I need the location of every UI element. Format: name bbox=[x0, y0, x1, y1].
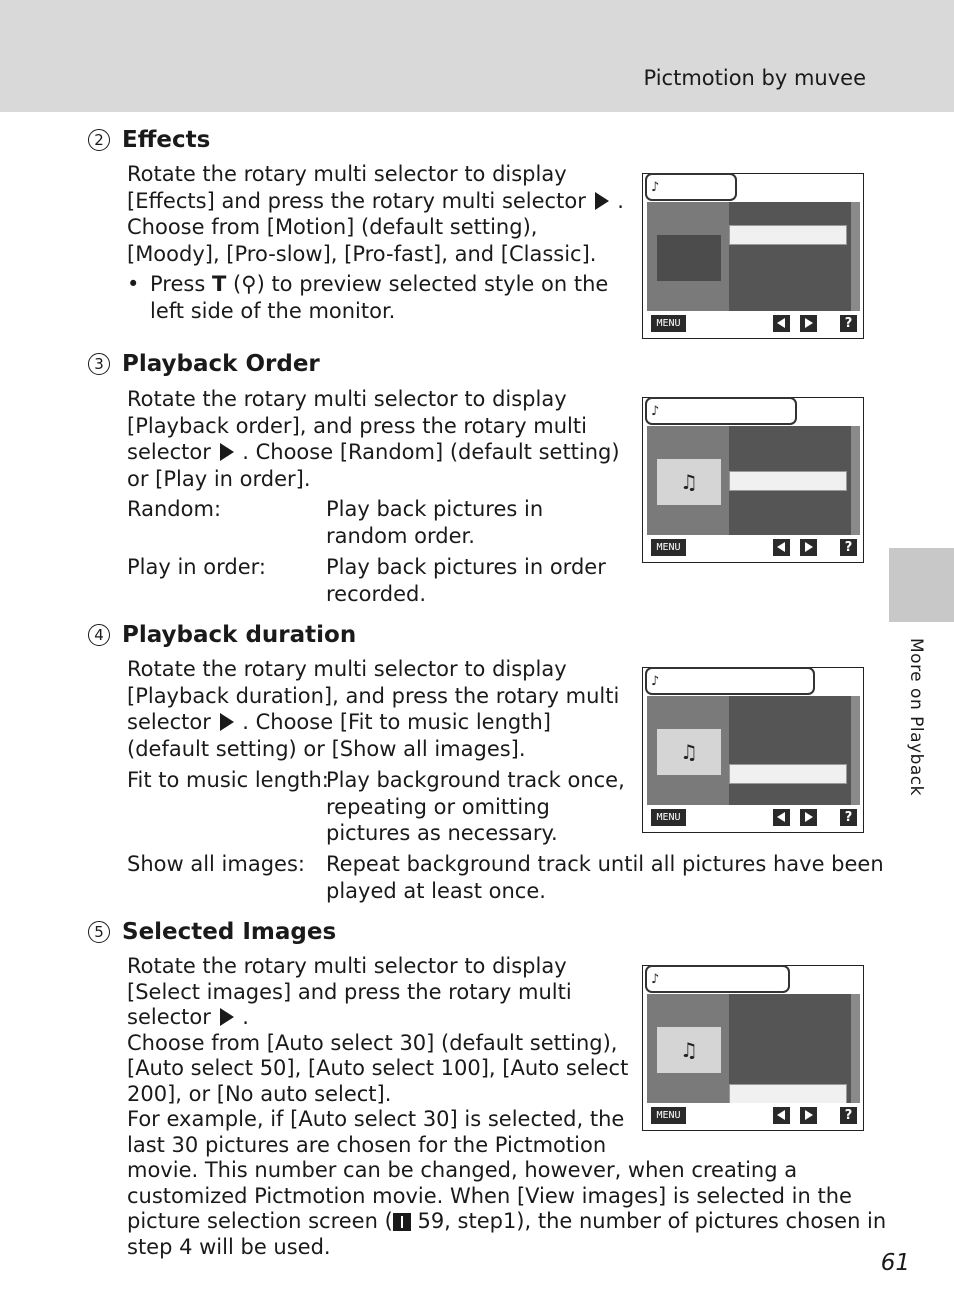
text-line: random order. bbox=[326, 523, 475, 548]
right-arrow-icon bbox=[800, 315, 817, 332]
text-line: [Select images] and press the rotary multi bbox=[127, 979, 572, 1004]
right-arrow-icon bbox=[800, 1107, 817, 1124]
text-span: . bbox=[617, 188, 624, 213]
text-line: (default setting) or [Show all images]. bbox=[127, 736, 526, 761]
music-film-icon: ♫ bbox=[657, 1027, 721, 1073]
t-button-icon: T bbox=[211, 272, 227, 296]
step-number: 5 bbox=[88, 921, 110, 943]
step-2-heading bbox=[88, 127, 210, 153]
selected-option-bar bbox=[729, 471, 847, 491]
text-line: pictures as necessary. bbox=[326, 821, 558, 845]
definition-desc bbox=[326, 496, 543, 549]
text-line: last 30 pictures are chosen for the Pictmotion bbox=[127, 1132, 607, 1157]
left-arrow-icon bbox=[773, 315, 790, 332]
text-line: [Auto select 50], [Auto select 100], [Auto select bbox=[127, 1056, 629, 1080]
screen-footer bbox=[643, 805, 863, 832]
text-span: picture selection screen ( bbox=[127, 1209, 393, 1233]
step-number: 4 bbox=[88, 624, 110, 646]
text-line: Rotate the rotary multi selector to display bbox=[127, 162, 567, 186]
side-tab-label: More on Playback bbox=[906, 638, 926, 796]
screen-footer bbox=[643, 535, 863, 562]
text-line bbox=[127, 439, 620, 466]
right-arrow-icon bbox=[220, 713, 234, 731]
option-list bbox=[729, 696, 851, 806]
text-line bbox=[127, 709, 619, 736]
bullet-text bbox=[150, 271, 608, 324]
menu-icon: MENU bbox=[651, 539, 686, 556]
text-span: . Choose [Fit to music length] bbox=[242, 710, 551, 734]
step-3-heading bbox=[88, 351, 320, 377]
text-line: Play back pictures in order bbox=[326, 555, 606, 579]
text-line: [Playback order], and press the rotary multi bbox=[127, 413, 587, 438]
page-number: 61 bbox=[880, 1250, 910, 1276]
definition-term: Show all images: bbox=[127, 852, 305, 876]
text-line: Choose from [Auto select 30] (default setting), bbox=[127, 1030, 618, 1055]
step-title: Effects bbox=[122, 127, 211, 153]
step-title: Playback duration bbox=[122, 622, 357, 648]
step-5-heading bbox=[88, 919, 336, 945]
step-title: Playback Order bbox=[122, 351, 320, 377]
text-line: movie. This number can be changed, however, when creating a bbox=[127, 1158, 798, 1182]
screen-tab bbox=[645, 667, 815, 695]
text-line: repeating or omitting bbox=[326, 794, 550, 819]
zoom-in-icon: ⚲ bbox=[241, 272, 257, 296]
right-arrow-icon bbox=[800, 809, 817, 826]
text-line: 200], or [No auto select]. bbox=[127, 1081, 392, 1106]
camera-screen-selected-images bbox=[642, 965, 864, 1131]
screen-body bbox=[647, 696, 851, 806]
definition-term: Fit to music length: bbox=[127, 768, 329, 792]
screen-tab bbox=[645, 965, 790, 993]
preview-thumbnail bbox=[657, 235, 721, 281]
text-line: customized Pictmotion movie. When [View images] is selected in the bbox=[127, 1183, 852, 1208]
text-span: Press bbox=[150, 272, 206, 296]
text-line: or [Play in order]. bbox=[127, 466, 311, 491]
step-3-text bbox=[127, 386, 620, 492]
selected-option-bar bbox=[729, 764, 847, 784]
text-span: 59, step1), the number of pictures chosen in bbox=[417, 1209, 887, 1233]
text-span: selector bbox=[127, 1005, 211, 1029]
option-list bbox=[729, 202, 851, 312]
menu-icon: MENU bbox=[651, 1107, 686, 1124]
page-reference-icon bbox=[393, 1213, 411, 1231]
text-line: Repeat background track until all pictures have been bbox=[326, 852, 884, 876]
screen-footer bbox=[643, 1103, 863, 1130]
text-line bbox=[127, 1209, 886, 1235]
text-line: Rotate the rotary multi selector to display bbox=[127, 954, 567, 978]
step-4-heading bbox=[88, 622, 356, 648]
help-icon: ? bbox=[840, 809, 857, 826]
screen-tab bbox=[645, 397, 797, 425]
step-2-bullet bbox=[127, 271, 608, 324]
text-line: step 4 will be used. bbox=[127, 1234, 331, 1259]
text-span: left side of the monitor. bbox=[150, 298, 396, 323]
text-line: Play back pictures in bbox=[326, 497, 544, 521]
text-span: [Effects] and press the rotary multi selector bbox=[127, 188, 586, 213]
side-tab bbox=[889, 548, 954, 622]
scrollbar bbox=[851, 696, 860, 806]
menu-icon: MENU bbox=[651, 809, 686, 826]
music-note-icon: ♪ bbox=[651, 404, 660, 419]
help-icon: ? bbox=[840, 539, 857, 556]
text-line: Choose from [Motion] (default setting), bbox=[127, 215, 538, 239]
text-span: selector bbox=[127, 710, 211, 734]
right-arrow-icon bbox=[220, 1008, 234, 1026]
definition-term: Play in order: bbox=[127, 555, 266, 579]
left-arrow-icon bbox=[773, 809, 790, 826]
camera-screen-effects bbox=[642, 173, 864, 339]
step-2-text bbox=[127, 161, 624, 267]
step-title: Selected Images bbox=[122, 919, 337, 945]
text-line: [Playback duration], and press the rotary multi bbox=[127, 683, 620, 708]
definition-term: Random: bbox=[127, 497, 222, 521]
music-note-icon: ♪ bbox=[651, 180, 660, 195]
music-note-icon: ♪ bbox=[651, 674, 660, 689]
text-span: ( bbox=[232, 272, 242, 296]
selected-option-bar bbox=[729, 1084, 847, 1104]
music-note-icon: ♪ bbox=[651, 972, 660, 987]
text-span: . Choose [Random] (default setting) bbox=[242, 440, 620, 464]
scrollbar bbox=[851, 994, 860, 1104]
music-film-icon: ♫ bbox=[657, 459, 721, 505]
text-span: ) to preview selected style on the bbox=[256, 272, 609, 296]
scrollbar bbox=[851, 426, 860, 536]
text-line: For example, if [Auto select 30] is selected, the bbox=[127, 1107, 625, 1131]
right-arrow-icon bbox=[800, 539, 817, 556]
definition-desc bbox=[326, 554, 606, 607]
step-4-text bbox=[127, 656, 619, 762]
selected-option-bar bbox=[729, 225, 847, 245]
right-arrow-icon bbox=[220, 443, 234, 461]
text-line: Rotate the rotary multi selector to display bbox=[127, 657, 567, 681]
definition-desc bbox=[326, 851, 884, 904]
text-line bbox=[127, 188, 624, 215]
text-line: Play background track once, bbox=[326, 768, 625, 792]
help-icon: ? bbox=[840, 315, 857, 332]
section-title: Pictmotion by muvee bbox=[643, 66, 866, 90]
step-number: 2 bbox=[88, 129, 110, 151]
definition-desc bbox=[326, 767, 625, 847]
camera-screen-playback-order bbox=[642, 397, 864, 563]
text-line: Rotate the rotary multi selector to display bbox=[127, 387, 567, 411]
left-arrow-icon bbox=[773, 539, 790, 556]
bullet-dot: • bbox=[127, 272, 140, 296]
right-arrow-icon bbox=[595, 192, 609, 210]
help-icon: ? bbox=[840, 1107, 857, 1124]
menu-icon: MENU bbox=[651, 315, 686, 332]
scrollbar bbox=[851, 202, 860, 312]
music-film-icon: ♫ bbox=[657, 729, 721, 775]
screen-body bbox=[647, 202, 851, 312]
text-line: [Moody], [Pro-slow], [Pro-fast], and [Classic]. bbox=[127, 241, 597, 266]
page-header bbox=[0, 0, 954, 112]
text-span: . bbox=[242, 1005, 249, 1029]
text-span: selector bbox=[127, 440, 211, 464]
camera-screen-playback-duration bbox=[642, 667, 864, 833]
screen-footer bbox=[643, 311, 863, 338]
text-line: played at least once. bbox=[326, 878, 546, 903]
left-arrow-icon bbox=[773, 1107, 790, 1124]
step-number: 3 bbox=[88, 353, 110, 375]
text-line: recorded. bbox=[326, 581, 427, 606]
